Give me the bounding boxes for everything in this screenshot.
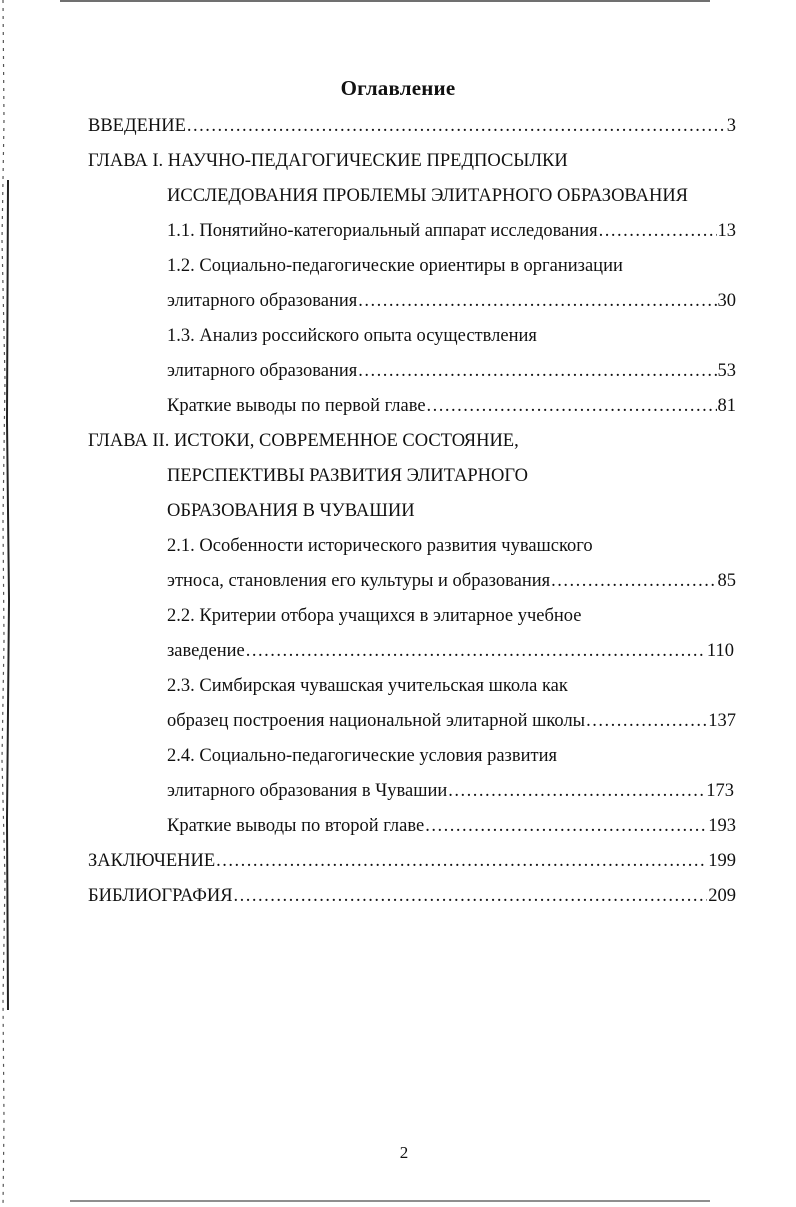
toc-entry-label: Краткие выводы по первой главе — [167, 396, 426, 416]
toc-entry-page: 137 — [708, 711, 736, 731]
toc-entry-2-2-line-1[interactable]: 2.2. Критерии отбора учащихся в элитарное учебное — [167, 606, 582, 626]
toc-leader-dots — [246, 641, 706, 662]
toc-entry-label: элитарного образования в Чувашии — [167, 781, 448, 801]
toc-entry-introduction[interactable] — [88, 116, 736, 137]
toc-entry-2-4[interactable] — [167, 781, 734, 802]
toc-entry-page: 53 — [717, 361, 736, 381]
toc-entry-label: этноса, становления его культуры и образования — [167, 571, 551, 591]
toc-entry-label: заведение — [167, 641, 245, 661]
toc-entry-page: 85 — [717, 571, 736, 591]
toc-entry-page: 173 — [706, 781, 734, 801]
chapter-1-heading-line-2[interactable]: ИССЛЕДОВАНИЯ ПРОБЛЕМЫ ЭЛИТАРНОГО ОБРАЗОВАНИЯ — [167, 186, 689, 206]
scan-bottom-line — [70, 1200, 710, 1205]
toc-leader-dots — [358, 361, 716, 382]
toc-entry-conclusion[interactable] — [88, 851, 736, 872]
toc-entry-page: 193 — [708, 816, 736, 836]
toc-leader-dots — [234, 886, 708, 907]
toc-leader-dots — [425, 816, 707, 837]
toc-leader-dots — [551, 571, 716, 592]
toc-entry-chapter-2-summary[interactable] — [167, 816, 736, 837]
toc-entry-page: 110 — [706, 641, 734, 661]
toc-entry-label: ЗАКЛЮЧЕНИЕ — [88, 851, 216, 871]
page-number: 2 — [399, 1143, 409, 1162]
toc-leader-dots — [599, 221, 717, 242]
chapter-2-heading-line-1[interactable]: ГЛАВА II. ИСТОКИ, СОВРЕМЕННОЕ СОСТОЯНИЕ, — [88, 431, 519, 451]
toc-entry-label: образец построения национальной элитарной школы — [167, 711, 586, 731]
toc-leader-dots — [216, 851, 707, 872]
toc-entry-label: Краткие выводы по второй главе — [167, 816, 425, 836]
toc-entry-label: элитарного образования — [167, 291, 358, 311]
toc-entry-2-2[interactable] — [167, 641, 734, 662]
toc-title: Оглавление — [340, 76, 456, 100]
toc-entry-label: БИБЛИОГРАФИЯ — [88, 886, 233, 906]
toc-entry-bibliography[interactable] — [88, 886, 736, 907]
toc-entry-2-3-line-1[interactable]: 2.3. Симбирская чувашская учительская школа как — [167, 676, 568, 696]
toc-entry-2-4-line-1[interactable]: 2.4. Социально-педагогические условия развития — [167, 746, 557, 766]
toc-entry-1-2[interactable] — [167, 291, 736, 312]
toc-entry-page: 30 — [717, 291, 736, 311]
toc-entry-page: 13 — [717, 221, 736, 241]
toc-leader-dots — [187, 116, 726, 137]
chapter-2-heading-line-2[interactable]: ПЕРСПЕКТИВЫ РАЗВИТИЯ ЭЛИТАРНОГО — [167, 466, 528, 486]
chapter-2-heading-line-3[interactable]: ОБРАЗОВАНИЯ В ЧУВАШИИ — [167, 501, 415, 521]
toc-entry-page: 81 — [717, 396, 736, 416]
toc-entry-2-1-line-1[interactable]: 2.1. Особенности исторического развития чувашского — [167, 536, 593, 556]
toc-entry-2-3[interactable] — [167, 711, 736, 732]
toc-entry-1-2-line-1[interactable]: 1.2. Социально-педагогические ориентиры в организации — [167, 256, 623, 276]
toc-entry-label: 1.1. Понятийно-категориальный аппарат исследования — [167, 221, 598, 241]
toc-leader-dots — [358, 291, 716, 312]
toc-entry-1-1[interactable] — [167, 221, 736, 242]
toc-entry-1-3-line-1[interactable]: 1.3. Анализ российского опыта осуществления — [167, 326, 537, 346]
scan-edge-artifact — [0, 0, 14, 1207]
toc-leader-dots — [448, 781, 705, 802]
chapter-1-heading-line-1[interactable]: ГЛАВА I. НАУЧНО-ПЕДАГОГИЧЕСКИЕ ПРЕДПОСЫЛКИ — [88, 151, 568, 171]
scan-top-line — [60, 0, 710, 6]
toc-entry-2-1[interactable] — [167, 571, 736, 592]
toc-leader-dots — [427, 396, 717, 417]
toc-entry-chapter-1-summary[interactable] — [167, 396, 736, 417]
toc-entry-1-3[interactable] — [167, 361, 736, 382]
toc-entry-page: 199 — [708, 851, 736, 871]
toc-leader-dots — [586, 711, 707, 732]
toc-entry-label: элитарного образования — [167, 361, 358, 381]
toc-entry-label: ВВЕДЕНИЕ — [88, 116, 186, 136]
toc-entry-page: 209 — [708, 886, 736, 906]
toc-entry-page: 3 — [726, 116, 736, 136]
